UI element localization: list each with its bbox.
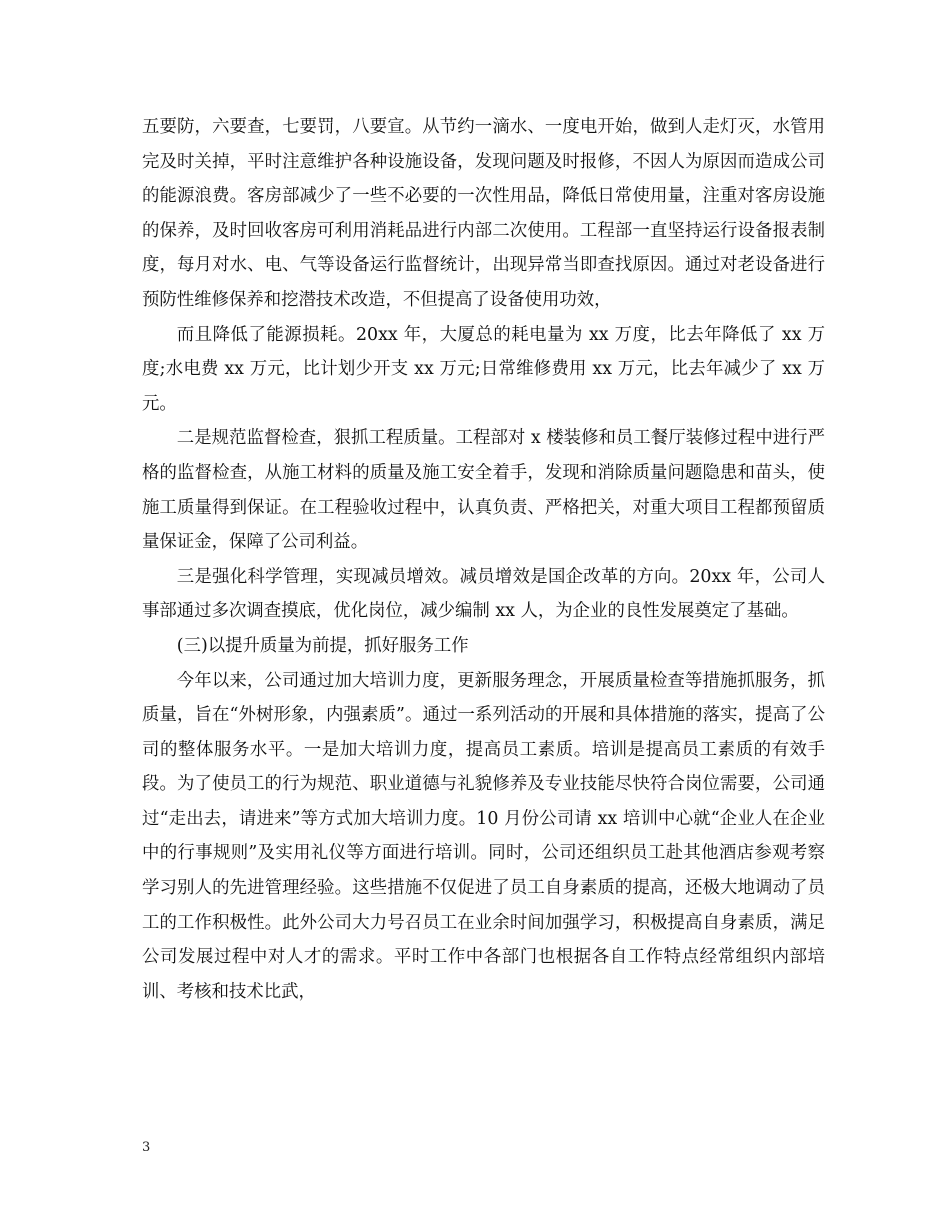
paragraph-energy-saving-continued: 五要防，六要查，七要罚，八要宣。从节约一滴水、一度电开始，做到人走灯灭，水管用完及时关掉，平时注意维护各种设施设备，发现问题及时报修，不因人为原因而造成公司的能源浪费。客房部减少了一些不必要的一次性用品，降低日常使用量，注重对客房设施的保养，及时回收客房可利用消耗品进行内部二次使用。工程部一直坚持运行设备报表制度，每月对水、电、气等设备运行监督统计，出现异常当即查找原因。通过对老设备进行预防性维修保养和挖潜技术改造，不但提高了设备使用功效， — [142, 117, 825, 310]
paragraph-engineering-quality: 二是规范监督检查，狠抓工程质量。工程部对 x 楼装修和员工餐厅装修过程中进行严格的监督检查，从施工材料的质量及施工安全着手，发现和消除质量问题隐患和苗头，使施工质量得到保证。在工程验收过程中，认真负责、严格把关，对重大项目工程都预留质量保证金，保障了公司利益。 — [142, 428, 825, 553]
section-heading-service-quality: (三)以提升质量为前提，抓好服务工作 — [176, 635, 469, 656]
paragraph-energy-consumption: 而且降低了能源损耗。20xx 年，大厦总的耗电量为 xx 万度，比去年降低了 xx 万度;水电费 xx 万元，比计划少开支 xx 万元;日常维修费用 xx 万元，比去年减少了 xx 万元。 — [142, 324, 825, 414]
document-body — [142, 110, 825, 1009]
paragraph-scientific-management: 三是强化科学管理，实现减员增效。减员增效是国企改革的方向。20xx 年，公司人事部通过多次调查摸底，优化岗位，减少编制 xx 人，为企业的良性发展奠定了基础。 — [142, 566, 825, 622]
page-number: 3 — [142, 1140, 151, 1155]
paragraph-service-training: 今年以来，公司通过加大培训力度，更新服务理念，开展质量检查等措施抓服务，抓质量，旨在“外树形象，内强素质”。通过一系列活动的开展和具体措施的落实，提高了公司的整体服务水平。一是加大培训力度，提高员工素质。培训是提高员工素质的有效手段。为了使员工的行为规范、职业道德与礼貌修养及专业技能尽快符合岗位需要，公司通过“走出去，请进来”等方式加大培训力度。10 月份公司请 xx 培训中心就“企业人在企业中的行事规则”及实用礼仪等方面进行培训。同时，公司还组织员工赴其他酒店参观考察学习别人的先进管理经验。这些措施不仅促进了员工自身素质的提高，还极大地调动了员工的工作积极性。此外公司大力号召员工在业余时间加强学习，积极提高自身素质，满足公司发展过程中对人才的需求。平时工作中各部门也根据各自工作特点经常组织内部培训、考核和技术比武， — [142, 670, 825, 1002]
